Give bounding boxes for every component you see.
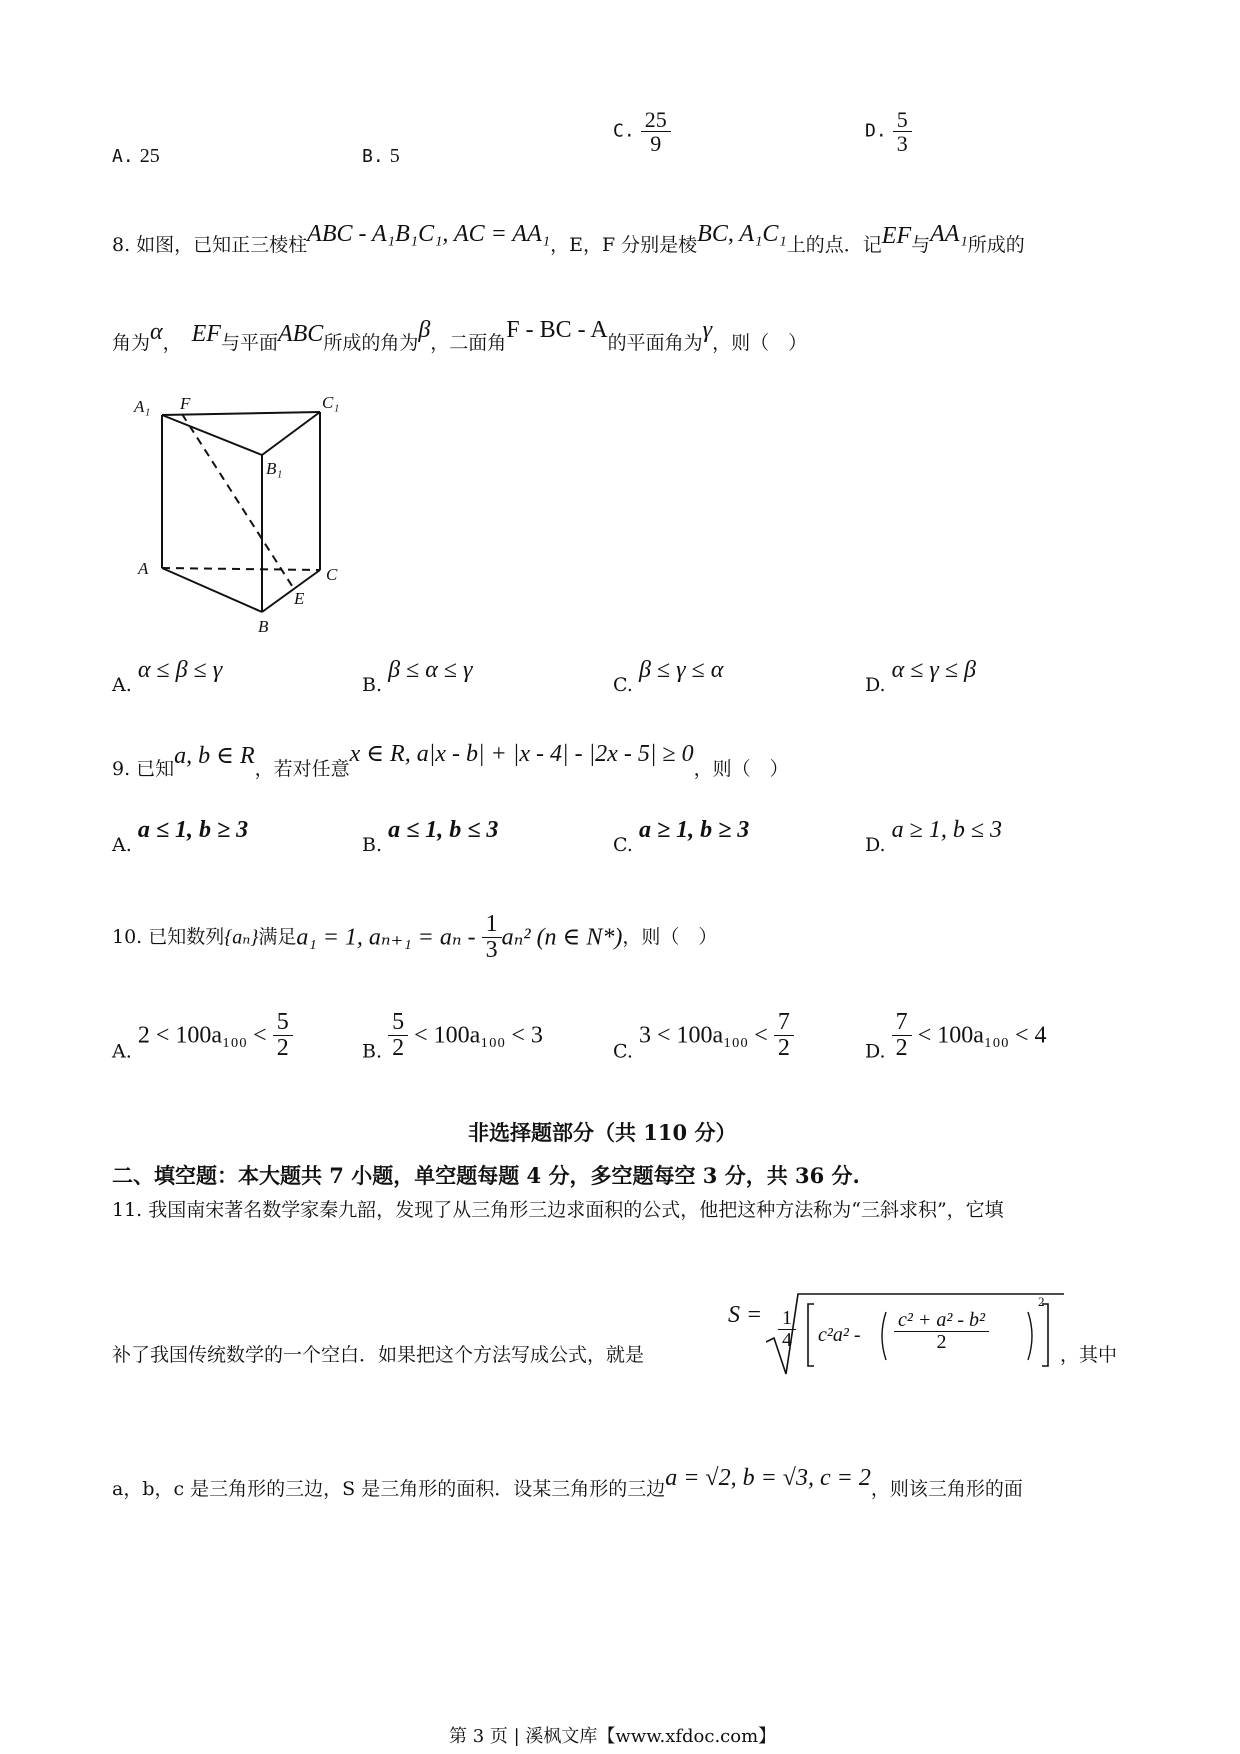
heron-formula: S = $\frac{1}{4}$ c²a² - $\frac{\text{c² + a² - b²}}{2}$ 2 [726,1290,1056,1380]
label-b: B [258,617,269,632]
q8-option-d: D. α ≤ γ ≤ β [865,657,977,696]
fraction: $\frac{25}{9}$ [641,108,671,155]
label-e: E [294,589,305,608]
q10-option-d: D. $\frac{7}{2}$ < 100a₁₀₀ < 4 [865,1009,1047,1063]
fraction: $\frac{7}{2}$ [774,1010,794,1061]
edge-a1-b1 [162,415,262,455]
label-a1: A₁ [134,397,151,416]
label-b1: B₁ [266,459,283,478]
fraction: $\frac{5}{3}$ [893,108,912,155]
q8-stem-line1: 8. 如图，已知正三棱柱ABC - A₁B₁C₁, AC = AA₁，E，F 分别是棱BC, A₁C₁上的点．记EF与AA₁所成的 [112,221,1025,256]
q10-option-a: A. 2 < 100a₁₀₀ < $\frac{5}{2}$ [112,1010,293,1061]
q11-line2-text: 补了我国传统数学的一个空白．如果把这个方法写成公式，就是 [112,1344,645,1366]
edge-b1-c1 [262,412,320,455]
q7-option-d: D. $\frac{5}{3}$ [865,108,912,155]
q7-option-a: A. 25 [112,145,160,167]
q11-line3: a，b，c 是三角形的三边，S 是三角形的面积．设某三角形的三边a = √2, b = √3, c = 2，则该三角形的面 [112,1465,1023,1500]
q11-line1: 11. 我国南宋著名数学家秦九韶，发现了从三角形三边求面积的公式，他把这种方法称为“三斜求积”，它填 [112,1199,1004,1221]
label-c1: C₁ [322,393,340,412]
q10-stem: 10. 已知数列{aₙ}满足a₁ = 1, aₙ₊₁ = aₙ - $\frac{1}{3}$ aₙ² (n ∈ N*)，则（ ） [112,911,718,964]
section-part2-heading: 二、填空题：本大题共 7 小题，单空题每题 4 分，多空题每空 3 分，共 36 分. [112,1163,860,1188]
segment-ef [182,414,294,589]
label-c: C [326,565,338,584]
prism-figure [130,392,370,632]
q7-option-c: C. $\frac{25}{9}$ [613,108,671,155]
q9-option-b: B. a ≤ 1, b ≤ 3 [362,817,499,856]
fraction: $\frac{\text{c² + a² - b²}}{2}$ [894,1310,989,1353]
page-footer: 第 3 页 | 溪枫文库【www.xfdoc.com】 [449,1726,777,1747]
fraction: $\frac{1}{3}$ [482,912,502,963]
q11-line2-suffix: ，其中 [1060,1344,1118,1366]
edge-a-c-hidden [162,568,320,570]
q10-option-b: B. $\frac{5}{2}$ < 100a₁₀₀ < 3 [362,1009,543,1063]
q8-option-a: A. α ≤ β ≤ γ [112,657,223,696]
fraction: $\frac{7}{2}$ [892,1010,912,1061]
edge-a-b [162,568,262,612]
q7-option-b: B. 5 [362,145,400,167]
q9-option-c: C. a ≥ 1, b ≥ 3 [613,817,750,856]
q8-option-b: B. β ≤ α ≤ γ [362,657,473,696]
fraction: $\frac{1}{4}$ [778,1308,796,1351]
fraction: $\frac{5}{2}$ [388,1010,408,1061]
label-f: F [180,394,191,413]
q8-option-c: C. β ≤ γ ≤ α [613,657,724,696]
section-title: 非选择题部分（共 110 分） [468,1120,737,1145]
q9-option-d: D. a ≥ 1, b ≤ 3 [865,817,1002,856]
fraction: $\frac{5}{2}$ [273,1010,293,1061]
label-a: A [138,559,149,578]
q9-stem: 9. 已知a, b ∈ R，若对任意x ∈ R, a|x - b| + |x - 4| - |2x - 5| ≥ 0，则（ ） [112,741,789,780]
q8-stem-line2: 角为α， EF与平面ABC所成的角为β，二面角F - BC - A的平面角为γ，则（ ） [112,317,808,354]
q9-option-a: A. a ≤ 1, b ≥ 3 [112,817,249,856]
q10-option-c: C. 3 < 100a₁₀₀ < $\frac{7}{2}$ [613,1010,794,1061]
edge-b-c [262,570,320,612]
